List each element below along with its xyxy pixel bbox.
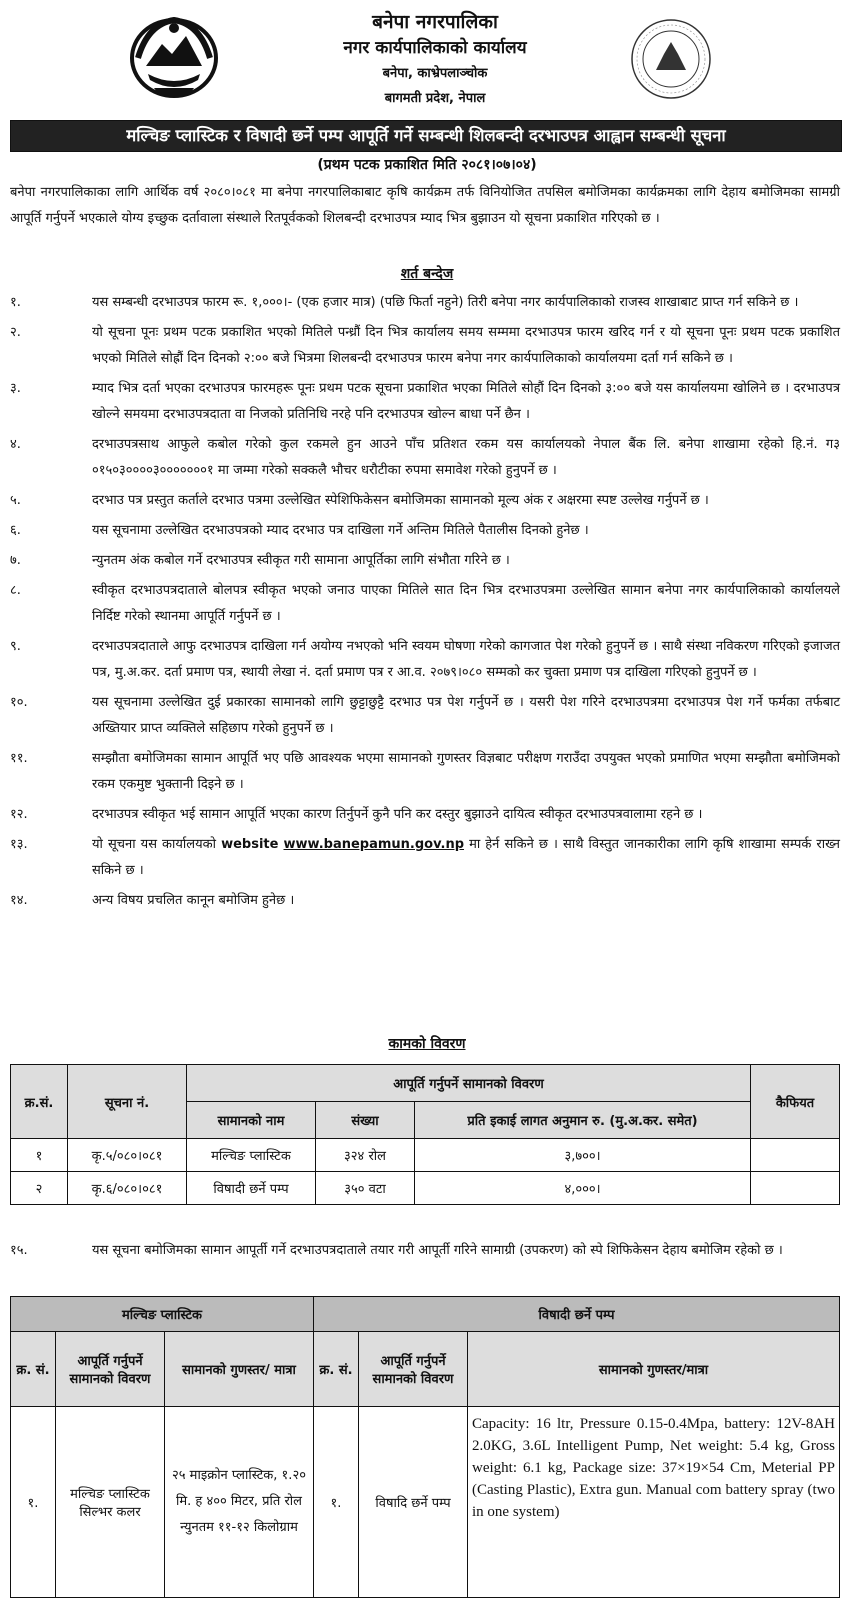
header-unit-rate: प्रति इकाई लागत अनुमान रु. (मु.अ.कर. समेत) — [415, 1102, 751, 1139]
header-quantity: संख्या — [316, 1102, 415, 1139]
letterhead — [0, 8, 854, 116]
notice-title: मल्चिङ प्लास्टिक र विषादी छर्ने पम्प आपूर्ति गर्ने सम्बन्धी शिलबन्दी दरभाउपत्र आह्वान सम्बन्धी सूचना — [10, 120, 842, 152]
office-name: नगर कार्यपालिकाको कार्यालय — [343, 38, 527, 58]
intro-paragraph: बनेपा नगरपालिकाका लागि आर्थिक वर्ष २०८०।०८१ मा बनेपा नगरपालिकाबाट कृषि कार्यक्रम तर्फ विनियोजित तपसिल बमोजिमका कार्यक्रमका लागि देहाय बमोजिमका सामग्री आपूर्ति गर्नुपर्ने भएकाले योग्य इच्छुक दर्तावाला संस्थाले रितपूर्वकको शिलबन्दी दरभाउपत्र म्याद भित्र बुझाउन यो सूचना प्रकाशित गरिएको छ । — [10, 185, 840, 226]
condition-item: ५. दरभाउ पत्र प्रस्तुत कर्ताले दरभाउ पत्रमा उल्लेखित स्पेशिफिकेसन बमोजिमका सामानको मूल्य अंक र अक्षरमा स्पष्ट उल्लेख गर्नुपर्ने छ । — [10, 493, 709, 508]
condition-item: ७. न्युनतम अंक कबोल गर्ने दरभाउपत्र स्वीकृत गरी सामाना आपूर्तिका लागि संभौता गरिने छ । — [10, 553, 510, 568]
office-address: बनेपा, काभ्रेपलाञ्चोक — [382, 66, 488, 81]
table-row: १ कृ.५/०८०।०८१ मल्चिङ प्लास्टिक ३२४ रोल ३,७००। — [11, 1139, 840, 1172]
website-label: website — [221, 837, 279, 852]
condition-item: १०. यस सूचनामा उल्लेखित दुई प्रकारका सामानको लागि छुट्टाछुट्टै दरभाउ पत्र पेश गर्नुपर्ने छ । यसरी पेश गरिने दरभाउपत्रमा दरभाउपत्र पेश गर्ने फर्मका तर्फबाट अख्तियार प्राप्त व्यक्तिले सहिछाप गरेको हुनुपर्ने छ । — [10, 695, 840, 736]
condition-item: १. यस सम्बन्धी दरभाउपत्र फारम रू. १,०००।- (एक हजार मात्र) (पछि फिर्ता नहुने) तिरी बनेपा नगर कार्यपालिकाको राजस्व शाखाबाट प्राप्त गर्न सकिने छ । — [10, 295, 799, 310]
website-link[interactable]: www.banepamun.gov.np — [283, 837, 465, 852]
table-row: २ कृ.६/०८०।०८१ विषादी छर्ने पम्प ३५० वटा ४,०००। — [11, 1172, 840, 1205]
condition-item: ४. दरभाउपत्रसाथ आफुले कबोल गरेको कुल रकमले हुन आउने पाँच प्रतिशत रकम यस कार्यालयको नेपाल बैंक लि. बनेपा शाखामा रहेको हि.नं. ग३ ०१५०३००००३०००००००१ मा जम्मा गरेको सक्कलै भौचर धरौटीका रुपमा समावेश गरेको हुनुपर्ने छ । — [10, 437, 840, 478]
header-remarks: कैफियत — [751, 1065, 840, 1139]
condition-item: १३. यो सूचना यस कार्यालयको website www.banepamun.gov.np मा हेर्न सकिने छ । साथै विस्तुत जानकारीका लागि कृषि शाखामा सम्पर्क राख्न सकिने छ । — [10, 837, 840, 878]
spec-right-title: विषादी छर्ने पम्प — [314, 1297, 840, 1332]
org-name: बनेपा नगरपालिका — [372, 11, 498, 33]
conditions-heading: शर्त बन्देज — [400, 266, 454, 282]
specification-table: मल्चिङ प्लास्टिक विषादी छर्ने पम्प क्र. सं. आपूर्ति गर्नुपर्ने सामानको विवरण सामानको गुणस्तर/ मात्रा क्र. सं. आपूर्ति गर्नुपर्ने सामानको विवरण सामानको गुणस्तर/मात्रा १. मल्चिङ प्लास्टिक सिल्भर कलर २५ माइक्रोन प्लास्टिक, १.२० मि. ह ४०० मिटर, प्रति रोल न्युनतम ११-१२ किलोग्राम १. विषादि छर्ने पम्प Capacity: 16 ltr, Pressure 0.15-0.4Mpa, battery: 12V-8AH 2.0KG, 3.6L Intelligent Pump, Net weight: 5.4 kg, Gross weight: 6.1 kg, Package size: 37×19×54 Cm, Meterial PP (Casting Plastic), Extra gun. Manual com battery spray (two in one system) — [10, 1296, 840, 1598]
condition-item: ९. दरभाउपत्रदाताले आफु दरभाउपत्र दाखिला गर्न अयोग्य नभएको भनि स्वयम घोषणा गरेको कागजात पेश गरेको हुनुपर्ने छ । साथै संस्था नविकरण गरिएको इजाजत पत्र, मु.अ.कर. दर्ता प्रमाण पत्र, स्थायी लेखा नं. दर्ता प्रमाण पत्र र आ.व. २०७९।०८० सम्मको कर चुक्ता प्रमाण पत्र दाखिला गरिएको हुनुपर्ने छ । — [10, 639, 840, 680]
condition-item: ६. यस सूचनामा उल्लेखित दरभाउपत्रको म्याद दरभाउ पत्र दाखिला गर्ने अन्तिम मितिले पैतालीस दिनको हुनेछ । — [10, 523, 589, 538]
condition-item-15: १५. यस सूचना बमोजिमका सामान आपूर्ती गर्ने दरभाउपत्रदाताले तयार गरी आपूर्ती गरिने सामाग्री (उपकरण) को स्पे शिफिकेसन देहाय बमोजिम रहेको छ । — [10, 1243, 783, 1258]
spec-left-title: मल्चिङ प्लास्टिक — [11, 1297, 314, 1332]
municipality-seal-icon — [630, 18, 712, 100]
conditions-list — [10, 290, 840, 918]
work-details-table — [10, 1064, 840, 1205]
header-item-name: सामानको नाम — [187, 1102, 316, 1139]
condition-item: १४. अन्य विषय प्रचलित कानून बमोजिम हुनेछ । — [10, 893, 295, 908]
table-row: १. मल्चिङ प्लास्टिक सिल्भर कलर २५ माइक्रोन प्लास्टिक, १.२० मि. ह ४०० मिटर, प्रति रोल न्युनतम ११-१२ किलोग्राम १. विषादि छर्ने पम्प Capacity: 16 ltr, Pressure 0.15-0.4Mpa, battery: 12V-8AH 2.0KG, 3.6L Intelligent Pump, Net weight: 5.4 kg, Gross weight: 6.1 kg, Package size: 37×19×54 Cm, Meterial PP (Casting Plastic), Extra gun. Manual com battery spray (two in one system) — [11, 1407, 840, 1598]
condition-item: ३. म्याद भित्र दर्ता भएका दरभाउपत्र फारमहरू पूनः प्रथम पटक सूचना प्रकाशित भएका मितिले सोहौं दिन दिनको ३:०० बजे यस कार्यालयमा खोलिने छ । दरभाउपत्र खोल्ने समयमा दरभाउपत्रदाता वा निजको प्रतिनिधि नरहे पनि दरभाउपत्र खोल्न बाधा पर्ने छैन । — [10, 381, 840, 422]
publication-date: (प्रथम पटक प्रकाशित मिति २०८१।०७।०४) — [317, 157, 537, 173]
condition-item: ८. स्वीकृत दरभाउपत्रदाताले बोलपत्र स्वीकृत भएको जनाउ पाएका मितिले सात दिन भित्र दरभाउपत्रमा उल्लेखित सामान बनेपा नगर कार्यपालिकाको कार्यालयले निर्दिष्ट गरेको स्थानमा आपूर्ति गर्नुपर्ने छ । — [10, 583, 840, 624]
header-supply-group: आपूर्ति गर्नुपर्ने सामानको विवरण — [187, 1065, 751, 1102]
office-province: बागमती प्रदेश, नेपाल — [384, 91, 486, 106]
condition-item: १२. दरभाउपत्र स्वीकृत भई सामान आपूर्ति भएका कारण तिर्नुपर्ने कुनै पनि कर दस्तुर बुझाउने दायित्व स्वीकृत दरभाउपत्रवालामा रहने छ । — [10, 807, 703, 822]
work-details-heading: कामको विवरण — [388, 1036, 466, 1052]
nepal-emblem-icon — [128, 14, 220, 100]
header-sn: क्र.सं. — [11, 1065, 68, 1139]
header-notice-no: सूचना नं. — [68, 1065, 187, 1139]
condition-item: ११. सम्झौता बमोजिमका सामान आपूर्ति भए पछि आवश्यक भएमा सामानको गुणस्तर विज्ञबाट परीक्षण गराउँदा उपयुक्त भएको प्रमाणित भएमा सम्झौता बमोजिमको रकम एकमुष्ट भुक्तानी दिइने छ । — [10, 751, 840, 792]
condition-item: २. यो सूचना पूनः प्रथम पटक प्रकाशित भएको मितिले पन्ध्रौं दिन भित्र कार्यालय समय सम्ममा दरभाउपत्र फारम खरिद गर्न र यो सूचना पूनः प्रथम पटक प्रकाशित भएको मितिले सोह्रौं दिन दिनको २:०० बजे भित्रमा शिलबन्दी दरभाउपत्र फारम बनेपा नगर कार्यपालिकाको कार्यालयमा दर्ता गर्न सकिने छ । — [10, 325, 840, 366]
